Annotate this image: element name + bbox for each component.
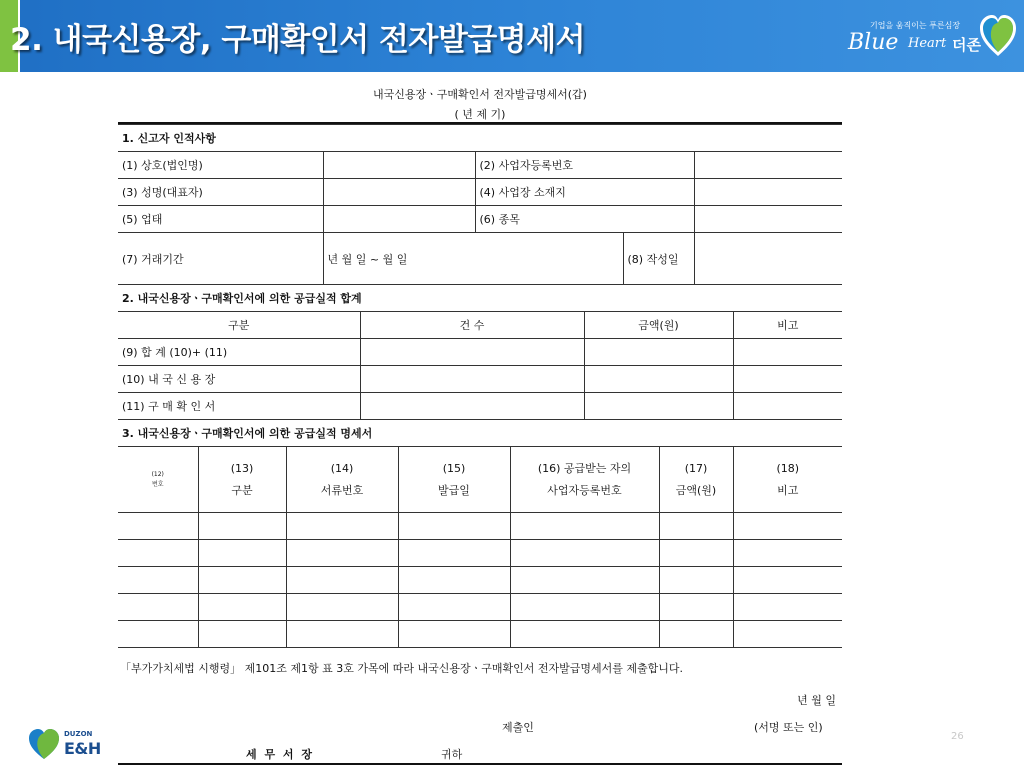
brand-tagline: 기업을 움직이는 푸른심장 xyxy=(870,21,961,30)
duzon-heart-icon xyxy=(28,728,60,760)
col-number-label: 번호 xyxy=(151,480,164,488)
local-lc-count-field[interactable] xyxy=(360,366,584,393)
purchase-confirm-count-field[interactable] xyxy=(360,393,584,420)
form-title: 내국신용장ㆍ구매확인서 전자발급명세서(갑) xyxy=(373,88,587,101)
col-amount-label: 금액(원) xyxy=(675,483,717,497)
trade-name-field[interactable] xyxy=(323,152,475,179)
duzon-logo xyxy=(28,726,108,762)
trade-period-label: (7) 거래기간 xyxy=(118,233,323,285)
col-number-code: (12) xyxy=(151,470,164,478)
heart-logo-icon xyxy=(980,14,1016,58)
detail-cell[interactable] xyxy=(118,513,198,540)
col-issue-date-label: 발급일 xyxy=(438,483,470,497)
detail-cell[interactable] xyxy=(733,594,842,621)
col-count-header: 건 수 xyxy=(360,312,584,339)
business-item-label: (6) 종목 xyxy=(475,206,694,233)
representative-name-field[interactable] xyxy=(323,179,475,206)
col-recipient-reg-code: (16) 공급받는 자의 xyxy=(537,461,632,475)
detail-cell[interactable] xyxy=(733,540,842,567)
col-number-header xyxy=(118,447,198,513)
col-amount-header: 금액(원) xyxy=(584,312,733,339)
addressee-label: 귀하 xyxy=(441,748,463,761)
detail-cell[interactable] xyxy=(286,594,398,621)
col-issue-date-header xyxy=(398,447,510,513)
submission-date: 년 월 일 xyxy=(797,694,836,707)
table-row xyxy=(118,621,842,648)
business-address-field[interactable] xyxy=(694,179,842,206)
detail-cell[interactable] xyxy=(398,594,510,621)
total-note-field[interactable] xyxy=(733,339,842,366)
col-issue-date-code: (15) xyxy=(442,461,466,475)
slide-title: 2. 내국신용장, 구매확인서 전자발급명세서 xyxy=(10,22,586,58)
trade-name-label: (1) 상호(법인명) xyxy=(118,152,323,179)
tax-office-label: 세 무 서 장 xyxy=(246,748,314,761)
detail-cell[interactable] xyxy=(659,540,733,567)
purchase-confirm-amount-field[interactable] xyxy=(584,393,733,420)
detail-cell[interactable] xyxy=(198,513,286,540)
col-document-number-label: 서류번호 xyxy=(320,483,364,497)
detail-cell[interactable] xyxy=(733,567,842,594)
trade-period-field[interactable]: 년 월 일 ~ 월 일 xyxy=(323,233,623,285)
detail-cell[interactable] xyxy=(510,567,659,594)
detail-cell[interactable] xyxy=(733,513,842,540)
col-type-header: 구분 xyxy=(118,312,360,339)
duzon-logo-big-text: E&H xyxy=(64,739,101,758)
section2-heading: 2. 내국신용장ㆍ구매확인서에 의한 공급실적 합계 xyxy=(118,285,842,312)
table-row xyxy=(118,339,842,366)
business-type-field[interactable] xyxy=(323,206,475,233)
detail-cell[interactable] xyxy=(118,594,198,621)
written-date-label: (8) 작성일 xyxy=(623,233,694,285)
col-remarks-header xyxy=(733,447,842,513)
purchase-confirm-row-label: (11) 구 매 확 인 서 xyxy=(118,393,360,420)
local-lc-amount-field[interactable] xyxy=(584,366,733,393)
detail-cell[interactable] xyxy=(510,540,659,567)
col-category-label: 구분 xyxy=(231,483,253,497)
business-item-field[interactable] xyxy=(694,206,842,233)
col-document-number-code: (14) xyxy=(330,461,354,475)
brand-blue-text: Blue xyxy=(848,30,899,55)
signature-label: (서명 또는 인) xyxy=(754,721,823,734)
col-document-number-header xyxy=(286,447,398,513)
detail-cell[interactable] xyxy=(398,621,510,648)
detail-cell[interactable] xyxy=(198,594,286,621)
title-banner xyxy=(0,0,1024,72)
business-reg-number-field[interactable] xyxy=(694,152,842,179)
table-row xyxy=(118,567,842,594)
section1-heading: 1. 신고자 인적사항 xyxy=(118,125,842,152)
declaration-text: 「부가가치세법 시행령」 제101조 제1항 표 3호 가목에 따라 내국신용장ㆍ구매확인서 전자발급명세서를 제출합니다. xyxy=(120,662,683,675)
col-amount-header xyxy=(659,447,733,513)
local-lc-row-label: (10) 내 국 신 용 장 xyxy=(118,366,360,393)
written-date-field[interactable] xyxy=(694,233,842,285)
reporter-info-table xyxy=(118,124,842,285)
brand-heart-text: Heart xyxy=(908,36,947,51)
blue-heart-brand xyxy=(848,14,1018,62)
detail-cell[interactable] xyxy=(659,621,733,648)
total-row-label: (9) 합 계 (10)+ (11) xyxy=(118,339,360,366)
detail-cell[interactable] xyxy=(286,567,398,594)
detail-cell[interactable] xyxy=(286,540,398,567)
col-category-header xyxy=(198,447,286,513)
col-category-code: (13) xyxy=(230,461,254,475)
detail-cell[interactable] xyxy=(286,513,398,540)
detail-cell[interactable] xyxy=(398,513,510,540)
total-count-field[interactable] xyxy=(360,339,584,366)
total-amount-field[interactable] xyxy=(584,339,733,366)
local-lc-note-field[interactable] xyxy=(733,366,842,393)
brand-korean-text: 더존 xyxy=(952,36,981,54)
detail-cell[interactable] xyxy=(510,621,659,648)
submitter-label: 제출인 xyxy=(502,721,534,734)
detail-cell[interactable] xyxy=(510,594,659,621)
detail-cell[interactable] xyxy=(118,540,198,567)
col-remarks-label: 비고 xyxy=(777,483,799,497)
supply-detail-table xyxy=(118,419,842,648)
detail-cell[interactable] xyxy=(198,621,286,648)
representative-name-label: (3) 성명(대표자) xyxy=(118,179,323,206)
detail-cell[interactable] xyxy=(286,621,398,648)
col-recipient-reg-label: 사업자등록번호 xyxy=(547,483,622,497)
col-remarks-code: (18) xyxy=(776,461,800,475)
col-recipient-reg-header xyxy=(510,447,659,513)
detail-cell[interactable] xyxy=(659,594,733,621)
form-period: ( 년 제 기) xyxy=(454,108,506,121)
business-reg-number-label: (2) 사업자등록번호 xyxy=(475,152,694,179)
detail-cell[interactable] xyxy=(659,513,733,540)
detail-cell[interactable] xyxy=(398,567,510,594)
duzon-logo-small-text: DUZON xyxy=(64,730,93,738)
form-bottom-rule xyxy=(118,763,842,765)
supply-total-table xyxy=(118,284,842,420)
col-note-header: 비고 xyxy=(733,312,842,339)
table-row xyxy=(118,594,842,621)
table-row xyxy=(118,540,842,567)
detail-cell[interactable] xyxy=(733,621,842,648)
business-type-label: (5) 업태 xyxy=(118,206,323,233)
purchase-confirm-note-field[interactable] xyxy=(733,393,842,420)
business-address-label: (4) 사업장 소재지 xyxy=(475,179,694,206)
detail-cell[interactable] xyxy=(118,567,198,594)
section3-heading: 3. 내국신용장ㆍ구매확인서에 의한 공급실적 명세서 xyxy=(118,420,842,447)
col-amount-code: (17) xyxy=(684,461,708,475)
detail-cell[interactable] xyxy=(659,567,733,594)
detail-cell[interactable] xyxy=(198,567,286,594)
detail-cell[interactable] xyxy=(118,621,198,648)
page-number: 26 xyxy=(951,731,964,742)
table-row xyxy=(118,393,842,420)
detail-cell[interactable] xyxy=(398,540,510,567)
table-row xyxy=(118,366,842,393)
table-row xyxy=(118,513,842,540)
detail-cell[interactable] xyxy=(198,540,286,567)
detail-cell[interactable] xyxy=(510,513,659,540)
